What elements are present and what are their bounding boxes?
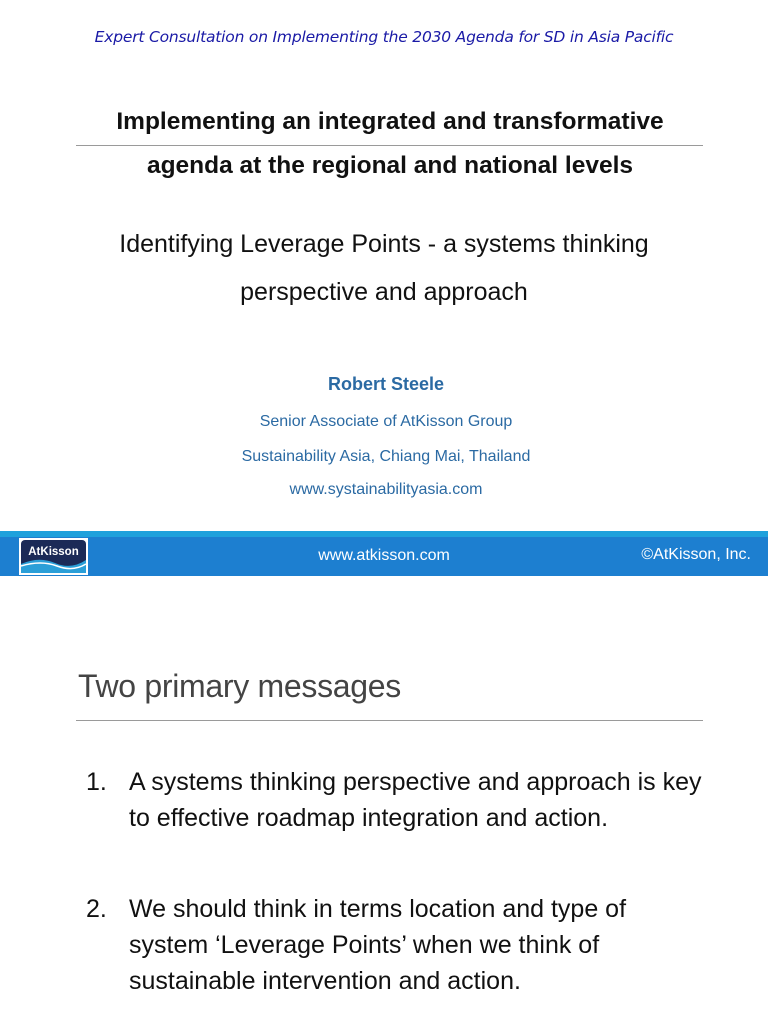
message-number-1: 1.: [86, 768, 107, 796]
conference-title: Expert Consultation on Implementing the 2030 Agenda for SD in Asia Pacific: [94, 28, 674, 46]
presenter-website: www.systainabilityasia.com: [289, 481, 483, 498]
presenter-role: Senior Associate of AtKisson Group: [259, 413, 513, 430]
subtitle-line-2: perspective and approach: [240, 278, 528, 306]
title-divider: [76, 145, 703, 146]
main-title-line-2: agenda at the regional and national levels: [146, 152, 634, 179]
presenter-name: Robert Steele: [327, 374, 445, 394]
slide2-title: Two primary messages: [78, 668, 401, 704]
slide2-title-divider: [76, 720, 703, 721]
message-item-2: [86, 891, 706, 999]
svg-text:AtKisson: AtKisson: [28, 546, 79, 558]
main-title: [60, 100, 720, 188]
message-text-2: We should think in terms location and type of system ‘Leverage Points’ when we think of sustainable intervention and action.: [129, 895, 627, 995]
message-text-1: A systems thinking perspective and approach is key to effective roadmap integration and action.: [129, 768, 702, 832]
message-item-1: [86, 764, 706, 836]
footer-copyright: ©AtKisson, Inc.: [641, 546, 751, 563]
subtitle: [70, 220, 698, 316]
presenter-organization: Sustainability Asia, Chiang Mai, Thailand: [241, 448, 531, 465]
subtitle-line-1: Identifying Leverage Points - a systems thinking: [119, 230, 649, 258]
footer-website-link[interactable]: www.atkisson.com: [318, 547, 450, 564]
main-title-line-1: Implementing an integrated and transformative: [116, 108, 664, 135]
message-number-2: 2.: [86, 895, 107, 923]
